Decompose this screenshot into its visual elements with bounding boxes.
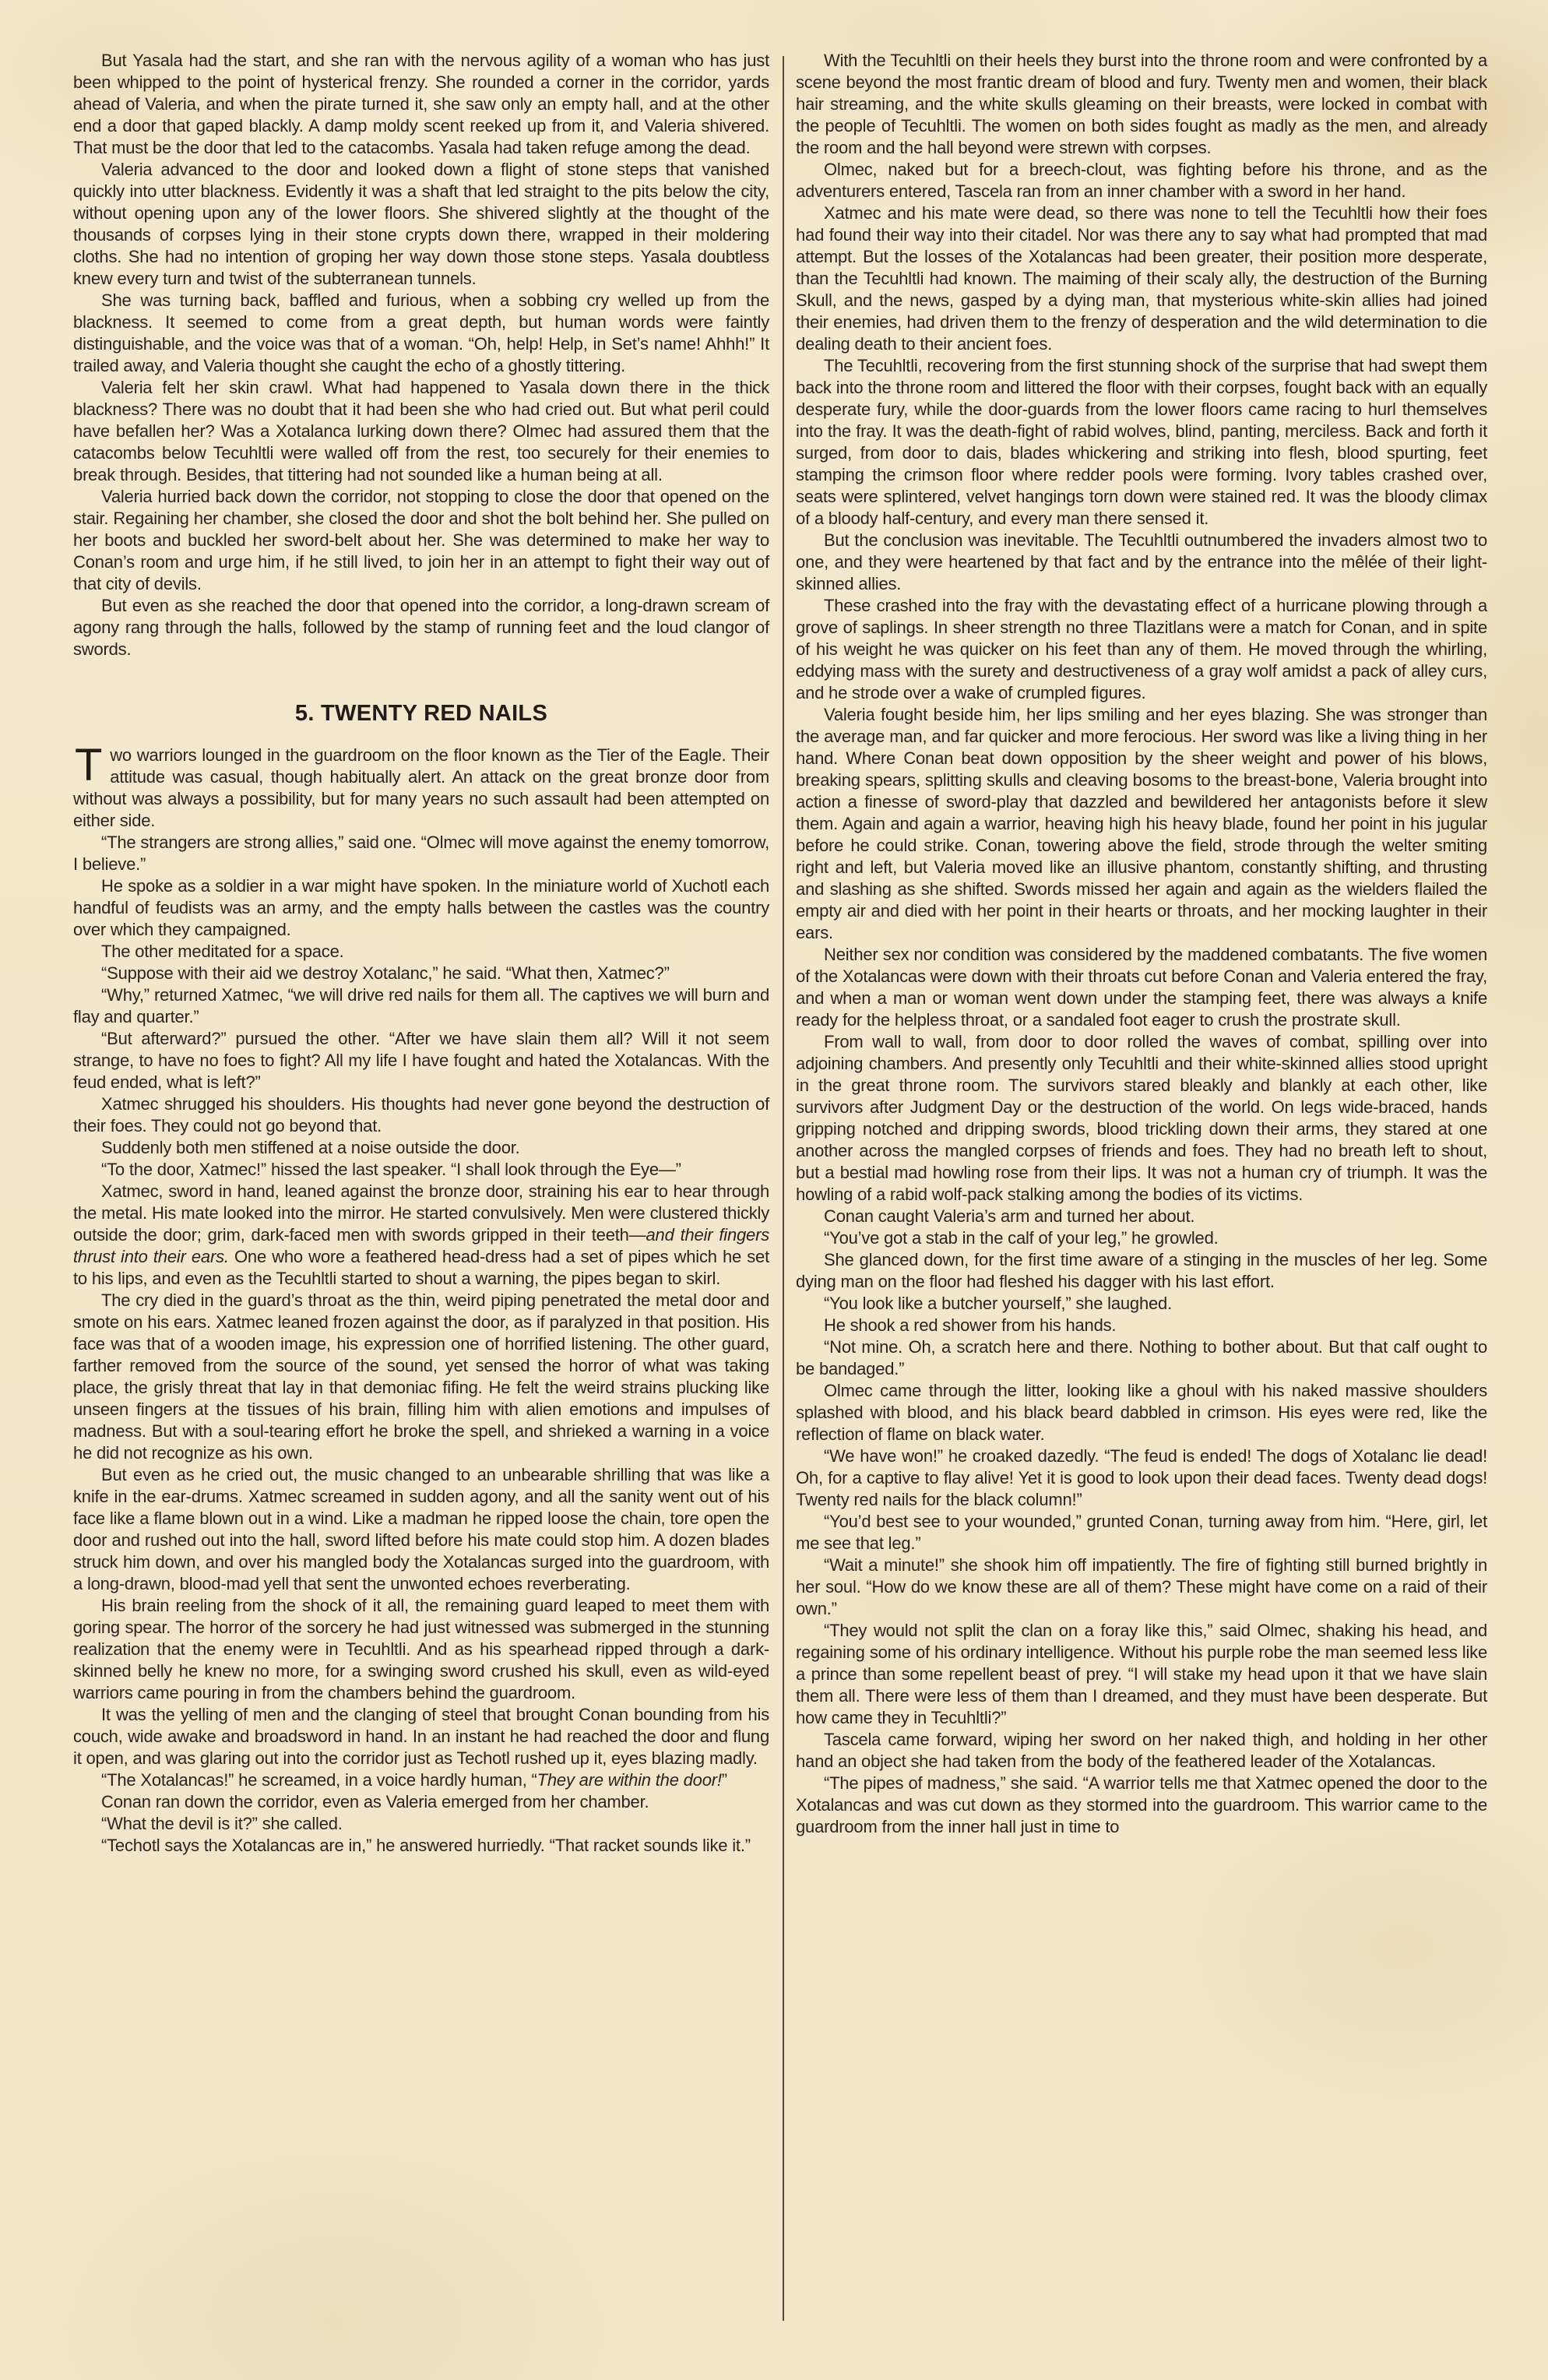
paragraph bbox=[73, 1595, 769, 1704]
paragraph bbox=[796, 944, 1487, 1031]
text-run: “Why,” returned Xatmec, “we will drive red nails for them all. The captives we will burn and flay and quarter.” bbox=[73, 985, 769, 1026]
text-run: “We have won!” he croaked dazedly. “The feud is ended! The dogs of Xotalanc lie dead! Oh, for a captive to flay alive! Yet it is good to look upon their dead faces. Twenty dead dogs! Twenty red nails for the black column!” bbox=[796, 1446, 1487, 1509]
text-run: The other meditated for a space. bbox=[101, 942, 344, 961]
paragraph bbox=[796, 1511, 1487, 1554]
paragraph bbox=[73, 1835, 769, 1857]
text-run: ” bbox=[721, 1770, 727, 1790]
text-run: “But afterward?” pursued the other. “After we have slain them all? Will it not seem strange, to have no foes to fight? All my life I have fought and hated the Xotalancas. With the feud ended, what is left?” bbox=[73, 1029, 769, 1092]
text-run: She was turning back, baffled and furious, when a sobbing cry welled up from the blackness. It seemed to come from a great depth, but human words were faintly distinguishable, and the voice was that of a woman. “Oh, help! Help, in Set’s name! Ahhh!” It trailed away, and Valeria thought she caught the echo of a ghostly tittering. bbox=[73, 290, 769, 375]
paragraph bbox=[73, 740, 769, 832]
paragraph bbox=[796, 1249, 1487, 1293]
text-run: Xatmec and his mate were dead, so there was none to tell the Tecuhltli how their foes had found their way into their citadel. Nor was there any to say what had prompted that mad attempt. But the losses of the Xotalancas had been greater, their position more desperate, than the Tecuhltli had known. The maiming of their scaly ally, the destruction of the Burning Skull, and the news, gasped by a dying man, that mysterious white-skin allies had joined their enemies, had driven them to the frenzy of desperation and the wild determination to die dealing death to their ancient foes. bbox=[796, 203, 1487, 354]
paragraph bbox=[796, 159, 1487, 202]
paragraph bbox=[796, 1293, 1487, 1315]
paragraph bbox=[796, 1445, 1487, 1511]
column-divider-rule bbox=[783, 56, 784, 2321]
text-run: wo warriors lounged in the guardroom on the floor known as the Tier of the Eagle. Their attitude was casual, though habitually alert. An attack on the great bronze door from without was always a possibility, but for many years no such assault had been attempted on either side. bbox=[73, 745, 769, 830]
text-run: “They would not split the clan on a foray like this,” said Olmec, shaking his head, and regaining some of his ordinary intelligence. Without his purple robe the man seemed less like a prince than some repellent beast of prey. “I will stake my head upon it that we have slain them all. There were less of them than I dreamed, and they must have been desperate. But how came they in Tecuhltli?” bbox=[796, 1621, 1487, 1727]
text-run: “Wait a minute!” she shook him off impatiently. The fire of fighting still burned brightly in her soul. “How do we know these are all of them? These might have come on a raid of their own.” bbox=[796, 1555, 1487, 1618]
paragraph bbox=[73, 1093, 769, 1137]
paragraph bbox=[73, 486, 769, 595]
text-run: Olmec, naked but for a breech-clout, was fighting before his throne, and as the adventurers entered, Tascela ran from an inner chamber with a sword in her hand. bbox=[796, 160, 1487, 201]
paragraph bbox=[73, 1181, 769, 1290]
text-run: Neither sex nor condition was considered by the maddened combatants. The five women of the Xotalancas were down with their throats cut before Conan and Valeria entered the fray, and when a man or woman went down under the stamping feet, there was always a knife ready for the helpless throat, or a sandaled foot eager to crush the prostrate skull. bbox=[796, 945, 1487, 1030]
text-run: He spoke as a soldier in a war might have spoken. In the miniature world of Xuchotl each handful of feudists was an army, and the empty halls between the castles was the country over which they campaigned. bbox=[73, 876, 769, 939]
text-run: From wall to wall, from door to door rolled the waves of combat, spilling over into adjoining chambers. And presently only Tecuhltli and their white-skinned allies stood upright in the great throne room. The survivors stared bleakly and blankly at each other, like survivors after Judgment Day or the destruction of the world. On legs wide-braced, hands gripping notched and dripping swords, blood trickling down their arms, they stared at one another across the mangled corpses of friends and foes. They had no breath left to shout, but a bestial mad howling rose from their lips. It was not a human cry of triumph. It was the howling of a rabid wolf-pack stalking among the bodies of its victims. bbox=[796, 1032, 1487, 1204]
text-run: “You’d best see to your wounded,” grunted Conan, turning away from him. “Here, girl, let me see that leg.” bbox=[796, 1512, 1487, 1553]
text-run: “Not mine. Oh, a scratch here and there. Nothing to bother about. But that calf ought to be bandaged.” bbox=[796, 1337, 1487, 1378]
text-run: Tascela came forward, wiping her sword on her naked thigh, and holding in her other hand an object she had taken from the body of the feathered leader of the Xotalancas. bbox=[796, 1730, 1487, 1771]
italic-text-run: They are within the door! bbox=[537, 1770, 722, 1790]
text-run: But even as he cried out, the music changed to an unbearable shrilling that was like a knife in the ear-drums. Xatmec screamed in sudden agony, and all the sanity went out of his face like a flame blown out in a wind. Like a madman he ripped loose the chain, tore open the door and rushed out into the hall, sword lifted before his mate could stop him. A dozen blades struck him down, and over his mangled body the Xotalancas surged into the guardroom, with a long-drawn, blood-mad yell that sent the unwonted echoes reverberating. bbox=[73, 1465, 769, 1593]
text-run: Conan ran down the corridor, even as Valeria emerged from her chamber. bbox=[101, 1792, 649, 1811]
paragraph bbox=[796, 530, 1487, 595]
paragraph bbox=[73, 984, 769, 1028]
text-run: “Techotl says the Xotalancas are in,” he answered hurriedly. “That racket sounds like it.” bbox=[101, 1836, 751, 1855]
text-run: Valeria felt her skin crawl. What had happened to Yasala down there in the thick blackness? There was no doubt that it had been she who had cried out. But what peril could have befallen her? Was a Xotalanca lurking down there? Olmec had assured them that the catacombs below Tecuhltli were walled off from the rest, too securely for their enemies to break through. Besides, that tittering had not sounded like a human being at all. bbox=[73, 378, 769, 484]
paragraph bbox=[796, 1206, 1487, 1227]
text-run: Xatmec shrugged his shoulders. His thoughts had never gone beyond the destruction of their foes. They could not go beyond that. bbox=[73, 1094, 769, 1135]
text-column-left bbox=[73, 50, 769, 1857]
paragraph bbox=[796, 1554, 1487, 1620]
paragraph bbox=[796, 1380, 1487, 1445]
text-run: Conan caught Valeria’s arm and turned her about. bbox=[824, 1206, 1195, 1226]
paragraph bbox=[73, 1159, 769, 1181]
paragraph bbox=[796, 1315, 1487, 1336]
paragraph bbox=[796, 50, 1487, 159]
text-run: “Suppose with their aid we destroy Xotalanc,” he said. “What then, Xatmec?” bbox=[101, 963, 670, 983]
text-run: But the conclusion was inevitable. The Tecuhltli outnumbered the invaders almost two to one, and they were heartened by that fact and by the entrance into the mêlée of their light-skinned allies. bbox=[796, 530, 1487, 593]
paragraph bbox=[796, 1773, 1487, 1838]
paragraph bbox=[73, 1704, 769, 1769]
paragraph bbox=[796, 595, 1487, 704]
paragraph bbox=[73, 1813, 769, 1835]
paragraph bbox=[796, 704, 1487, 944]
paragraph bbox=[796, 1227, 1487, 1249]
text-run: These crashed into the fray with the devastating effect of a hurricane plowing through a grove of saplings. In sheer strength no three Tlazitlans were a match for Conan, and in spite of his weight he was quicker on his feet than any of them. He moved through the whirling, eddying mass with the surety and destructiveness of a gray wolf amidst a pack of alley curs, and he strode over a wake of crumpled figures. bbox=[796, 596, 1487, 702]
paragraph bbox=[796, 1620, 1487, 1729]
paragraph bbox=[73, 1137, 769, 1159]
italic-text-run: and their fingers thrust into their ears. bbox=[73, 1225, 769, 1266]
paragraph bbox=[73, 159, 769, 290]
text-run: His brain reeling from the shock of it all, the remaining guard leaped to meet them with goring spear. The horror of the sorcery he had just witnessed was submerged in the stunning realization that the enemy were in Tecuhltli. And as his spearhead ripped through a dark-skinned belly he knew no more, for a swinging sword crushed his skull, even as wild-eyed warriors came pouring in from the chambers behind the guardroom. bbox=[73, 1596, 769, 1702]
paragraph bbox=[73, 1290, 769, 1464]
text-run: It was the yelling of men and the clanging of steel that brought Conan bounding from his couch, wide awake and broadsword in hand. In an instant he had reached the door and flung it open, and was glaring out into the corridor just as Techotl rushed up it, eyes blazing madly. bbox=[73, 1705, 769, 1768]
paragraph bbox=[796, 202, 1487, 355]
paragraph bbox=[73, 50, 769, 159]
text-run: The Tecuhltli, recovering from the first stunning shock of the surprise that had swept them back into the throne room and littered the floor with their corpses, fought back with an equally desperate fury, while the door-guards from the lower floors came racing to hurl themselves into the fray. It was the death-fight of rabid wolves, blind, panting, merciless. Back and forth it surged, from door to dais, blades whickering and striking into flesh, blood spurting, feet stamping the crimson floor where redder pools were forming. Ivory tables crashed over, seats were splintered, velvet hangings torn down were stained red. It was the bloody climax of a bloody half-century, and every man there sensed it. bbox=[796, 356, 1487, 528]
text-run: Valeria hurried back down the corridor, not stopping to close the door that opened on the stair. Regaining her chamber, she closed the door and shot the bolt behind her. She pulled on her boots and buckled her sword-belt about her. She was determined to make her way to Conan’s room and urge him, if he still lived, to join her in an attempt to fight their way out of that city of devils. bbox=[73, 487, 769, 593]
text-run: Valeria fought beside him, her lips smiling and her eyes blazing. She was stronger than the average man, and far quicker and more ferocious. Her sword was like a living thing in her hand. Where Conan beat down opposition by the sheer weight and power of his blows, breaking spears, splitting skulls and cleaving bosoms to the breast-bone, Valeria brought into action a finesse of sword-play that dazzled and bewildered her antagonists before it slew them. Again and again a warrior, heaving high his heavy blade, found her point in his jugular before he could strike. Conan, towering above the field, strode through the welter smiting right and left, but Valeria moved like an illusive phantom, constantly shifting, and thrusting and slashing as she shifted. Swords missed her again and again as the wielders flailed the empty air and died with her point in their hearts or throats, and her mocking laughter in their ears. bbox=[796, 705, 1487, 942]
paragraph bbox=[73, 377, 769, 486]
paragraph bbox=[73, 832, 769, 875]
text-run: He shook a red shower from his hands. bbox=[824, 1315, 1117, 1335]
paragraph bbox=[73, 1464, 769, 1595]
text-run: “The strangers are strong allies,” said one. “Olmec will move against the enemy tomorrow, I believe.” bbox=[73, 833, 769, 874]
text-run: Valeria advanced to the door and looked down a flight of stone steps that vanished quickly into utter blackness. Evidently it was a shaft that led straight to the pits below the city, without opening upon any of the lower floors. She shivered slightly at the thought of the thousands of corpses lying in their stone crypts down there, wrapped in their moldering cloths. She had no intention of groping her way down those stone steps. Yasala doubtless knew every turn and twist of the subterranean tunnels. bbox=[73, 160, 769, 288]
chapter-heading: 5. TWENTY RED NAILS bbox=[294, 701, 548, 726]
paragraph bbox=[796, 1336, 1487, 1380]
paragraph bbox=[796, 1729, 1487, 1773]
text-run: “What the devil is it?” she called. bbox=[101, 1814, 343, 1833]
text-run: “You look like a butcher yourself,” she laughed. bbox=[824, 1294, 1172, 1313]
text-run: But Yasala had the start, and she ran with the nervous agility of a woman who has just been whipped to the point of hysterical frenzy. She rounded a corner in the corridor, yards ahead of Valeria, and when the pirate turned it, she saw only an empty hall, and at the other end a door that gaped blackly. A damp moldy scent reeked up from it, and Valeria shivered. That must be the door that led to the catacombs. Yasala had taken refuge among the dead. bbox=[73, 51, 769, 157]
text-run: With the Tecuhltli on their heels they burst into the throne room and were confronted by a scene beyond the most frantic dream of blood and fury. Twenty men and women, their black hair streaming, and the white skulls gleaming on their breasts, were locked in combat with the people of Tecuhltli. The women on both sides fought as madly as the men, and already the room and the hall beyond were strewn with corpses. bbox=[796, 51, 1487, 157]
text-run: “To the door, Xatmec!” hissed the last speaker. “I shall look through the Eye—” bbox=[101, 1160, 681, 1179]
text-run: Xatmec, sword in hand, leaned against the bronze door, straining his ear to hear through the metal. His mate looked into the mirror. He started convulsively. Men were clustered thickly outside the door; grim, dark-faced men with swords gripped in their teeth— bbox=[73, 1181, 769, 1245]
paragraph bbox=[73, 963, 769, 984]
text-run: Suddenly both men stiffened at a noise outside the door. bbox=[101, 1138, 520, 1157]
paragraph bbox=[73, 875, 769, 941]
paragraph bbox=[73, 290, 769, 377]
text-run: Olmec came through the litter, looking like a ghoul with his naked massive shoulders splashed with blood, and his black beard dabbled in crimson. His eyes were red, like the reflection of flame on black water. bbox=[796, 1381, 1487, 1444]
paragraph bbox=[796, 355, 1487, 530]
text-column-right bbox=[796, 50, 1487, 1838]
text-run: She glanced down, for the first time aware of a stinging in the muscles of her leg. Some dying man on the floor had fleshed his dagger with his last effort. bbox=[796, 1250, 1487, 1291]
paragraph bbox=[73, 1028, 769, 1093]
text-run: But even as she reached the door that opened into the corridor, a long-drawn scream of agony rang through the halls, followed by the stamp of running feet and the loud clangor of swords. bbox=[73, 596, 769, 659]
text-run: The cry died in the guard’s throat as the thin, weird piping penetrated the metal door and smote on his ears. Xatmec leaned frozen against the door, as if paralyzed in that position. His face was that of a wooden image, his expression one of horrified listening. The other guard, farther removed from the source of the sound, yet sensed the horror of what was taking place, the grisly threat that lay in that demoniac fifing. He felt the weird strains plucking like unseen fingers at the tissues of his brain, filling him with alien emotions and impulses of madness. But with a soul-tearing effort he broke the spell, and shrieked a warning in a voice he did not recognize as his own. bbox=[73, 1290, 769, 1463]
drop-cap: T bbox=[75, 740, 103, 790]
paragraph bbox=[73, 941, 769, 963]
text-run: “The Xotalancas!” he screamed, in a voice hardly human, “ bbox=[101, 1770, 537, 1790]
paragraph bbox=[73, 1769, 769, 1791]
paragraph bbox=[73, 1791, 769, 1813]
paragraph bbox=[73, 595, 769, 660]
paragraph bbox=[796, 1031, 1487, 1206]
text-run: “The pipes of madness,” she said. “A warrior tells me that Xatmec opened the door to the Xotalancas and was cut down as they stormed into the guardroom. This warrior came to the guardroom from the inner hall just in time to bbox=[796, 1773, 1487, 1836]
text-run: “You’ve got a stab in the calf of your leg,” he growled. bbox=[824, 1228, 1219, 1248]
text-run: One who wore a feathered head-dress had a set of pipes which he set to his lips, and even as the Tecuhltli started to shout a warning, the pipes began to skirl. bbox=[73, 1247, 770, 1288]
